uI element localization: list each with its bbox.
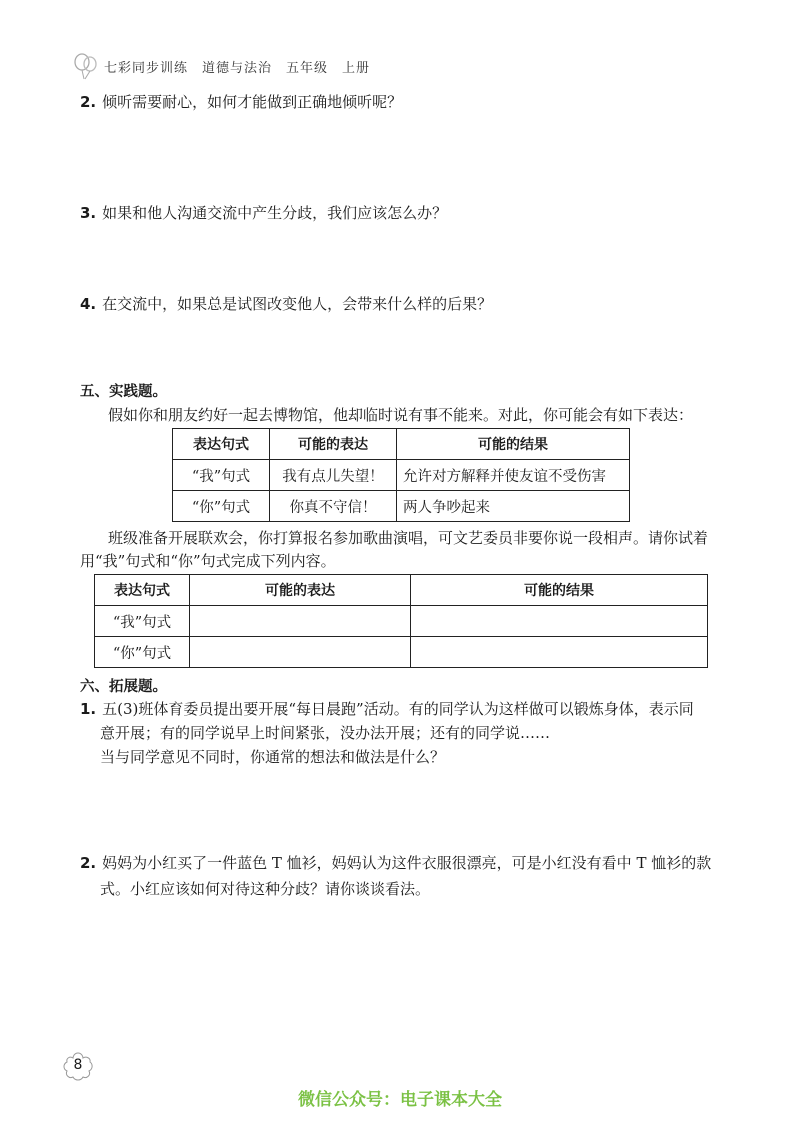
question-4 — [80, 292, 492, 316]
question-number: 3. — [80, 204, 97, 222]
answer-cell[interactable] — [411, 637, 708, 668]
table-header: 表达句式 — [95, 575, 190, 606]
table-cell: 两人争吵起来 — [397, 491, 630, 522]
question-3 — [80, 201, 447, 225]
table-header: 可能的表达 — [190, 575, 411, 606]
table-header: 可能的结果 — [397, 429, 630, 460]
question-number: 4. — [80, 295, 97, 313]
balloon-icon — [72, 52, 100, 80]
table-row — [173, 491, 630, 522]
section-5-paragraph-line2: 用“我”句式和“你”句式完成下列内容。 — [80, 552, 336, 570]
question-text: 如果和他人沟通交流中产生分歧，我们应该怎么办？ — [102, 204, 448, 222]
table-cell: “你”句式 — [173, 491, 270, 522]
question-text-line2: 意开展；有的同学说早上时间紧张，没办法开展；还有的同学说…… — [100, 724, 551, 742]
question-text-line3: 当与同学意见不同时，你通常的想法和做法是什么？ — [100, 748, 446, 766]
table-header: 可能的表达 — [270, 429, 397, 460]
answer-cell[interactable] — [190, 637, 411, 668]
example-table — [172, 428, 630, 522]
question-number: 2. — [80, 93, 97, 111]
question-text: 倾听需要耐心，如何才能做到正确地倾听呢？ — [102, 93, 403, 111]
answer-cell[interactable] — [411, 606, 708, 637]
extension-question-2 — [80, 851, 711, 875]
footer-watermark: 微信公众号：电子课本大全 — [298, 1090, 502, 1110]
page-header — [72, 52, 370, 80]
section-5-paragraph-line1: 班级准备开展联欢会，你打算报名参加歌曲演唱，可文艺委员非要你说一段相声。请你试着 — [108, 529, 709, 547]
section-5-title: 五、实践题。 — [80, 384, 167, 400]
question-number: 1. — [80, 700, 97, 718]
question-text-line1: 五(3)班体育委员提出要开展“每日晨跑”活动。有的同学认为这样做可以锻炼身体，表示同 — [102, 700, 694, 718]
section-6-title: 六、拓展题。 — [80, 679, 167, 695]
question-text-line2: 式。小红应该如何对待这种分歧？请你谈谈看法。 — [100, 880, 431, 898]
table-cell: 你真不守信！ — [270, 491, 397, 522]
table-row — [95, 606, 708, 637]
question-text-line1: 妈妈为小红买了一件蓝色 T 恤衫，妈妈认为这件衣服很漂亮，可是小红没有看中 T 恤衫的款 — [102, 854, 712, 872]
extension-question-1 — [80, 697, 694, 721]
question-2 — [80, 90, 402, 114]
table-cell: 允许对方解释并使友谊不受伤害 — [397, 460, 630, 491]
table-cell: 我有点儿失望！ — [270, 460, 397, 491]
table-row — [95, 637, 708, 668]
answer-cell[interactable] — [190, 606, 411, 637]
page-number-badge — [62, 1050, 94, 1082]
answer-table — [94, 574, 708, 668]
header-title: 七彩同步训练 道德与法治 五年级 上册 — [104, 60, 371, 76]
table-cell: “我”句式 — [173, 460, 270, 491]
table-header: 可能的结果 — [411, 575, 708, 606]
table-row — [173, 460, 630, 491]
section-5-intro: 假如你和朋友约好一起去博物馆，他却临时说有事不能来。对此，你可能会有如下表达： — [108, 406, 694, 424]
question-text: 在交流中，如果总是试图改变他人，会带来什么样的后果？ — [102, 295, 493, 313]
table-cell: “你”句式 — [95, 637, 190, 668]
table-header: 表达句式 — [173, 429, 270, 460]
table-cell: “我”句式 — [95, 606, 190, 637]
page-number: 8 — [73, 1057, 83, 1073]
question-number: 2. — [80, 854, 97, 872]
